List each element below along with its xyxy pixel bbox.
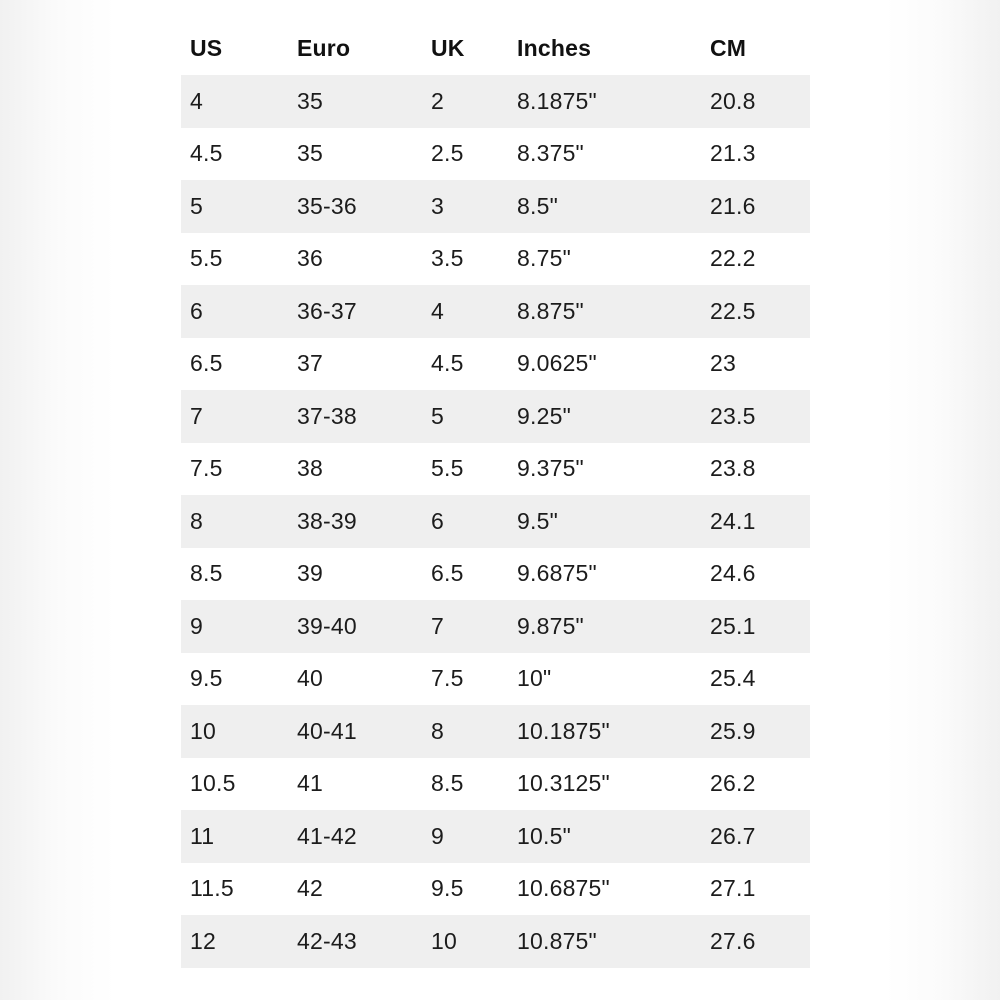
us-size-cell: 9: [181, 600, 288, 653]
us-size-cell: 12: [181, 915, 288, 968]
inches-cell: 9.25": [508, 390, 701, 443]
us-size-cell: 10: [181, 705, 288, 758]
uk-size-cell: 5.5: [422, 443, 508, 496]
uk-size-cell: 6.5: [422, 548, 508, 601]
euro-size-cell: 35: [288, 75, 422, 128]
euro-size-cell: 37-38: [288, 390, 422, 443]
uk-size-cell: 4.5: [422, 338, 508, 391]
table-row: [181, 443, 810, 496]
table-row: [181, 705, 810, 758]
euro-size-cell: 37: [288, 338, 422, 391]
table-row: [181, 810, 810, 863]
euro-size-cell: 41: [288, 758, 422, 811]
table-row: [181, 600, 810, 653]
cm-cell: 24.6: [701, 548, 810, 601]
inches-cell: 10.6875": [508, 863, 701, 916]
inches-cell: 9.375": [508, 443, 701, 496]
table-row: [181, 495, 810, 548]
cm-cell: 22.5: [701, 285, 810, 338]
us-size-cell: 11: [181, 810, 288, 863]
inches-cell: 10.3125": [508, 758, 701, 811]
uk-size-cell: 3.5: [422, 233, 508, 286]
cm-cell: 27.6: [701, 915, 810, 968]
uk-size-cell: 9: [422, 810, 508, 863]
table-row: [181, 285, 810, 338]
table-row: [181, 653, 810, 706]
inches-cell: 10.875": [508, 915, 701, 968]
euro-size-cell: 38-39: [288, 495, 422, 548]
table-row: [181, 548, 810, 601]
euro-size-cell: 35-36: [288, 180, 422, 233]
cm-cell: 23: [701, 338, 810, 391]
table-row: [181, 75, 810, 128]
inches-cell: 8.75": [508, 233, 701, 286]
cm-cell: 24.1: [701, 495, 810, 548]
uk-size-cell: 2.5: [422, 128, 508, 181]
uk-size-cell: 8.5: [422, 758, 508, 811]
table-row: [181, 758, 810, 811]
us-size-cell: 7.5: [181, 443, 288, 496]
cm-cell: 21.6: [701, 180, 810, 233]
uk-size-cell: 8: [422, 705, 508, 758]
cm-cell: 20.8: [701, 75, 810, 128]
us-size-cell: 4: [181, 75, 288, 128]
us-size-cell: 4.5: [181, 128, 288, 181]
inches-cell: 10.1875": [508, 705, 701, 758]
us-size-cell: 9.5: [181, 653, 288, 706]
euro-size-cell: 36-37: [288, 285, 422, 338]
uk-size-cell: 7.5: [422, 653, 508, 706]
euro-size-cell: 35: [288, 128, 422, 181]
uk-size-cell: 7: [422, 600, 508, 653]
cm-cell: 22.2: [701, 233, 810, 286]
header-inches: Inches: [517, 35, 592, 61]
uk-size-cell: 4: [422, 285, 508, 338]
uk-size-cell: 3: [422, 180, 508, 233]
us-size-cell: 10.5: [181, 758, 288, 811]
header-cm: CM: [710, 35, 747, 61]
inches-cell: 8.1875": [508, 75, 701, 128]
inches-cell: 8.375": [508, 128, 701, 181]
euro-size-cell: 39: [288, 548, 422, 601]
header-us: US: [190, 35, 223, 61]
uk-size-cell: 5: [422, 390, 508, 443]
euro-size-cell: 41-42: [288, 810, 422, 863]
uk-size-cell: 2: [422, 75, 508, 128]
inches-cell: 9.0625": [508, 338, 701, 391]
euro-size-cell: 38: [288, 443, 422, 496]
inches-cell: 10.5": [508, 810, 701, 863]
inches-cell: 9.875": [508, 600, 701, 653]
uk-size-cell: 9.5: [422, 863, 508, 916]
header-row: [181, 22, 810, 75]
euro-size-cell: 42: [288, 863, 422, 916]
table-row: [181, 233, 810, 286]
header-uk: UK: [431, 35, 465, 61]
us-size-cell: 6.5: [181, 338, 288, 391]
inches-cell: 9.6875": [508, 548, 701, 601]
table-row: [181, 338, 810, 391]
cm-cell: 26.7: [701, 810, 810, 863]
table-body: [181, 75, 810, 968]
inches-cell: 9.5": [508, 495, 701, 548]
inches-cell: 8.875": [508, 285, 701, 338]
euro-size-cell: 40: [288, 653, 422, 706]
table-row: [181, 390, 810, 443]
cm-cell: 25.9: [701, 705, 810, 758]
euro-size-cell: 40-41: [288, 705, 422, 758]
table-row: [181, 863, 810, 916]
header-euro: Euro: [297, 35, 351, 61]
us-size-cell: 5.5: [181, 233, 288, 286]
us-size-cell: 8: [181, 495, 288, 548]
euro-size-cell: 36: [288, 233, 422, 286]
us-size-cell: 8.5: [181, 548, 288, 601]
euro-size-cell: 42-43: [288, 915, 422, 968]
us-size-cell: 11.5: [181, 863, 288, 916]
cm-cell: 26.2: [701, 758, 810, 811]
inches-cell: 10": [508, 653, 701, 706]
table-row: [181, 128, 810, 181]
cm-cell: 23.8: [701, 443, 810, 496]
table-row: [181, 915, 810, 968]
us-size-cell: 6: [181, 285, 288, 338]
cm-cell: 23.5: [701, 390, 810, 443]
table-header: [181, 22, 810, 75]
uk-size-cell: 6: [422, 495, 508, 548]
table-row: [181, 180, 810, 233]
shoe-size-table: [181, 22, 810, 968]
cm-cell: 25.1: [701, 600, 810, 653]
cm-cell: 25.4: [701, 653, 810, 706]
inches-cell: 8.5": [508, 180, 701, 233]
uk-size-cell: 10: [422, 915, 508, 968]
us-size-cell: 5: [181, 180, 288, 233]
euro-size-cell: 39-40: [288, 600, 422, 653]
us-size-cell: 7: [181, 390, 288, 443]
cm-cell: 27.1: [701, 863, 810, 916]
cm-cell: 21.3: [701, 128, 810, 181]
